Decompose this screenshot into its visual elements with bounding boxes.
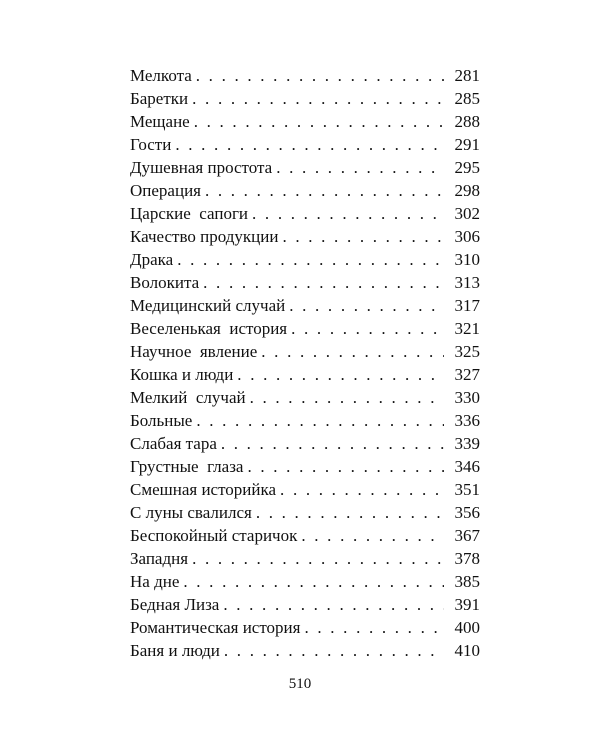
toc-entry bbox=[130, 639, 480, 662]
toc-entry bbox=[130, 409, 480, 432]
toc-entry-page: 367 bbox=[454, 526, 480, 545]
dot-leader bbox=[196, 409, 444, 432]
toc-entry bbox=[130, 248, 480, 271]
dot-leader bbox=[177, 248, 444, 271]
toc-entry-title: Бедная Лиза bbox=[130, 595, 220, 614]
dot-leader bbox=[291, 317, 444, 340]
dot-leader bbox=[289, 294, 444, 317]
page-number: 510 bbox=[288, 676, 312, 692]
toc-entry-page: 400 bbox=[454, 618, 480, 637]
toc-entry-title: Царские сапоги bbox=[130, 204, 249, 223]
toc-entry-page: 325 bbox=[454, 342, 480, 361]
dot-leader bbox=[301, 524, 444, 547]
toc-entry bbox=[130, 317, 480, 340]
toc-entry-page: 302 bbox=[454, 204, 480, 223]
toc-entry-title: На дне bbox=[130, 572, 180, 591]
toc-entry-title: Мелкота bbox=[130, 66, 192, 85]
toc-entry-title: Слабая тара bbox=[130, 434, 217, 453]
dot-leader bbox=[250, 386, 444, 409]
dot-leader bbox=[205, 179, 444, 202]
toc-entry-title: Баретки bbox=[130, 89, 189, 108]
dot-leader bbox=[282, 225, 444, 248]
toc-entry-title: Операция bbox=[130, 181, 201, 200]
dot-leader bbox=[203, 271, 444, 294]
toc-entry-page: 306 bbox=[454, 227, 480, 246]
toc-entry bbox=[130, 202, 480, 225]
toc-entry-page: 351 bbox=[454, 480, 480, 499]
toc-entry-page: 330 bbox=[454, 388, 480, 407]
toc-entry-title: Медицинский случай bbox=[130, 296, 286, 315]
toc-entry bbox=[130, 110, 480, 133]
toc-entry bbox=[130, 524, 480, 547]
toc-entry-title: Мещане bbox=[130, 112, 190, 131]
dot-leader bbox=[224, 639, 444, 662]
toc-entry-page: 321 bbox=[454, 319, 480, 338]
toc-entry-page: 313 bbox=[454, 273, 480, 292]
toc-entry-page: 327 bbox=[454, 365, 480, 384]
toc-entry bbox=[130, 616, 480, 639]
toc-entry-title: Драка bbox=[130, 250, 174, 269]
toc-entry bbox=[130, 547, 480, 570]
toc-entry-title: Баня и люди bbox=[130, 641, 220, 660]
toc-entry-page: 339 bbox=[454, 434, 480, 453]
dot-leader bbox=[223, 593, 444, 616]
toc-entry bbox=[130, 294, 480, 317]
toc-entry-page: 385 bbox=[454, 572, 480, 591]
toc-entry-title: Мелкий случай bbox=[130, 388, 246, 407]
toc-entry-page: 317 bbox=[454, 296, 480, 315]
toc-entry-title: Западня bbox=[130, 549, 189, 568]
toc-entry bbox=[130, 363, 480, 386]
toc-entry-title: Кошка и люди bbox=[130, 365, 234, 384]
toc-entry-page: 410 bbox=[454, 641, 480, 660]
toc-entry-title: Веселенькая история bbox=[130, 319, 288, 338]
toc-entry-title: Душевная простота bbox=[130, 158, 273, 177]
toc-entry-page: 336 bbox=[454, 411, 480, 430]
dot-leader bbox=[175, 133, 444, 156]
dot-leader bbox=[252, 202, 444, 225]
table-of-contents bbox=[130, 64, 480, 662]
dot-leader bbox=[256, 501, 444, 524]
toc-entry-title: Научное явление bbox=[130, 342, 258, 361]
toc-entry-title: С луны свалился bbox=[130, 503, 252, 522]
dot-leader bbox=[192, 87, 444, 110]
toc-entry-page: 378 bbox=[454, 549, 480, 568]
toc-entry bbox=[130, 593, 480, 616]
dot-leader bbox=[194, 110, 444, 133]
toc-entry bbox=[130, 478, 480, 501]
toc-entry bbox=[130, 501, 480, 524]
toc-entry bbox=[130, 271, 480, 294]
dot-leader bbox=[196, 64, 444, 87]
dot-leader bbox=[221, 432, 444, 455]
toc-entry bbox=[130, 432, 480, 455]
toc-entry bbox=[130, 386, 480, 409]
toc-entry-page: 295 bbox=[454, 158, 480, 177]
dot-leader bbox=[261, 340, 444, 363]
dot-leader bbox=[183, 570, 444, 593]
dot-leader bbox=[304, 616, 444, 639]
toc-entry bbox=[130, 87, 480, 110]
toc-entry bbox=[130, 64, 480, 87]
toc-entry-title: Волокита bbox=[130, 273, 200, 292]
toc-entry-title: Беспокойный старичок bbox=[130, 526, 298, 545]
toc-entry-page: 356 bbox=[454, 503, 480, 522]
toc-entry bbox=[130, 225, 480, 248]
toc-entry-title: Романтическая история bbox=[130, 618, 301, 637]
toc-entry bbox=[130, 156, 480, 179]
toc-entry bbox=[130, 455, 480, 478]
toc-entry-page: 285 bbox=[454, 89, 480, 108]
toc-entry-title: Смешная историйка bbox=[130, 480, 277, 499]
dot-leader bbox=[237, 363, 444, 386]
toc-entry-page: 391 bbox=[454, 595, 480, 614]
toc-entry-title: Качество продукции bbox=[130, 227, 279, 246]
toc-entry bbox=[130, 340, 480, 363]
toc-entry-page: 288 bbox=[454, 112, 480, 131]
toc-entry-page: 298 bbox=[454, 181, 480, 200]
dot-leader bbox=[192, 547, 444, 570]
toc-entry-page: 346 bbox=[454, 457, 480, 476]
toc-entry-page: 281 bbox=[454, 66, 480, 85]
toc-entry-page: 310 bbox=[454, 250, 480, 269]
toc-entry-page: 291 bbox=[454, 135, 480, 154]
toc-entry-title: Грустные глаза bbox=[130, 457, 244, 476]
toc-entry bbox=[130, 133, 480, 156]
toc-entry-title: Гости bbox=[130, 135, 172, 154]
toc-entry-title: Больные bbox=[130, 411, 193, 430]
dot-leader bbox=[276, 156, 444, 179]
toc-entry bbox=[130, 570, 480, 593]
toc-entry bbox=[130, 179, 480, 202]
dot-leader bbox=[280, 478, 444, 501]
dot-leader bbox=[247, 455, 444, 478]
